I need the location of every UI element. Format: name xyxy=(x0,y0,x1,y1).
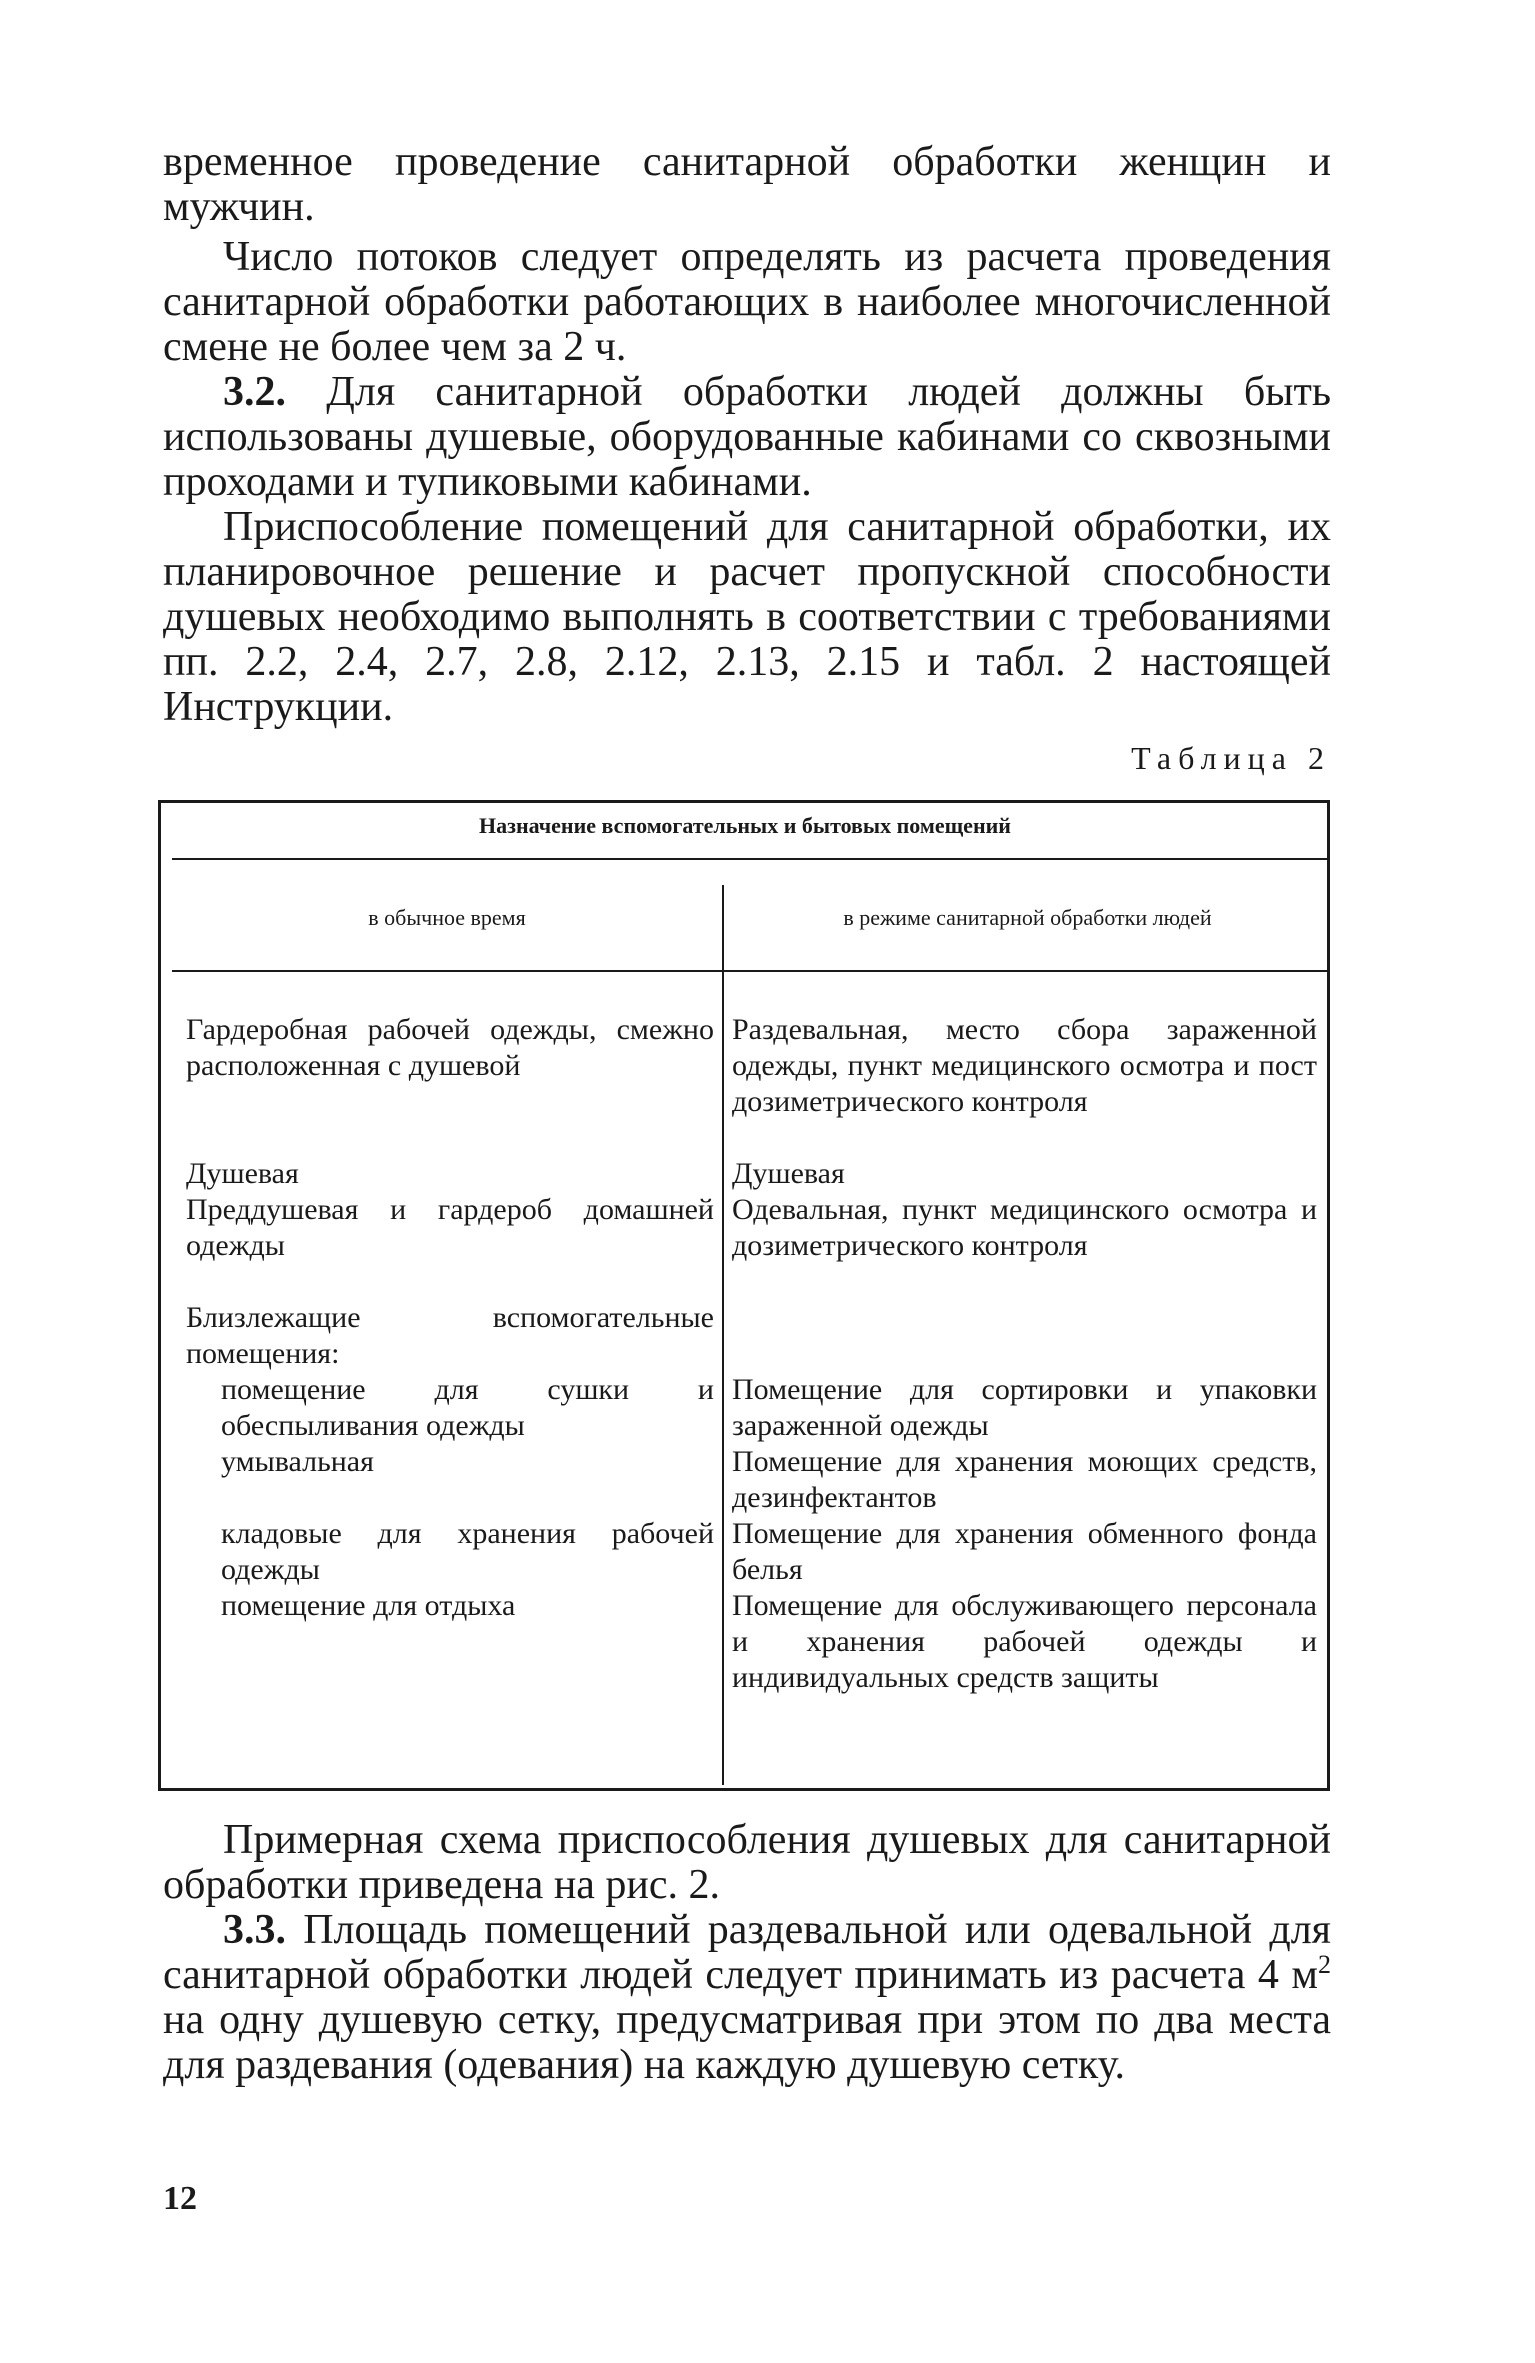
right-cell-detergents: Помещение для хранения моющих средств, дезинфектантов xyxy=(732,1445,1317,1514)
paragraph-text: Площадь помещений раздевальной или одевальной для санитарной обработки людей следует принимать из расчета 4 м xyxy=(163,1907,1331,1998)
right-cell-staff: Помещение для обслуживающего персонала и хранения рабочей одежды и индивидуальных средств защиты xyxy=(732,1589,1317,1694)
paragraph-3-2 xyxy=(163,370,1331,505)
header-divider xyxy=(172,858,1328,860)
paragraph-text: временное проведение санитарной обработки женщин и мужчин. xyxy=(163,139,1331,230)
right-cell-undressing: Раздевальная, место сбора зараженной одежды, пункт медицинского осмотра и пост дозиметрического контроля xyxy=(732,1013,1317,1118)
clause-number: 3.2. xyxy=(223,369,286,415)
paragraph-text: Примерная схема приспособления душевых для санитарной обработки приведена на рис. 2. xyxy=(163,1817,1331,1908)
paragraph-adaptation xyxy=(163,505,1331,730)
column-header-normal: в обычное время xyxy=(368,905,526,930)
clause-number: 3.3. xyxy=(223,1907,286,1953)
page-number: 12 xyxy=(163,2180,197,2217)
paragraph-3-3 xyxy=(163,1908,1331,2088)
column-separator xyxy=(722,885,724,1785)
left-cell-preshower: Преддушевая и гардероб домашней одежды xyxy=(186,1193,714,1262)
column-header-sanitation: в режиме санитарной обработки людей xyxy=(843,905,1212,930)
table-caption: Таблица 2 xyxy=(1131,740,1331,776)
superscript-exponent: 2 xyxy=(1318,1950,1331,1979)
paragraph-scheme xyxy=(163,1818,1331,1908)
paragraph-text: Число потоков следует определять из расчета проведения санитарной обработки работающих в наиболее многочисленной смене не более чем за 2 ч. xyxy=(163,234,1331,370)
paragraph-continuation xyxy=(163,140,1331,230)
paragraph-text: Приспособление помещений для санитарной обработки, их планировочное решение и расчет пропускной способности душевых необходимо выполнять в соответствии с требованиями пп. 2.2, 2.4, 2.7, 2.8, 2.12, 2.13, 2.15 и табл. 2 настоящей Инструкции. xyxy=(163,504,1331,730)
paragraph-text: Для санитарной обработки людей должны быть использованы душевые, оборудованные кабинами со сквозными проходами и тупиковыми кабинами. xyxy=(163,369,1331,505)
table-right-border xyxy=(1327,800,1330,1790)
column-header-divider xyxy=(172,970,1328,972)
right-cell-sorting: Помещение для сортировки и упаковки зараженной одежды xyxy=(732,1373,1317,1442)
right-cell-shower: Душевая xyxy=(732,1157,845,1190)
left-cell-rest: помещение для отдыха xyxy=(221,1589,516,1622)
paragraph-text-continued: на одну душевую сетку, предусматривая при этом по два места для раздевания (одевания) на каждую душевую сетку. xyxy=(163,1997,1331,2088)
left-cell-shower: Душевая xyxy=(186,1157,299,1190)
table-bottom-rule xyxy=(158,1788,1330,1791)
left-cell-nearby: Близлежащие вспомогательные помещения: xyxy=(186,1301,714,1370)
table-left-border xyxy=(158,800,161,1790)
left-cell-wardrobe: Гардеробная рабочей одежды, смежно расположенная с душевой xyxy=(186,1013,714,1082)
table-top-rule xyxy=(158,800,1330,803)
right-cell-linen: Помещение для хранения обменного фонда белья xyxy=(732,1517,1317,1586)
paragraph-streams xyxy=(163,235,1331,370)
left-cell-drying: помещение для сушки и обеспыливания одежды xyxy=(221,1373,714,1442)
table-header-main: Назначение вспомогательных и бытовых помещений xyxy=(479,813,1011,838)
right-cell-dressing: Одевальная, пункт медицинского осмотра и дозиметрического контроля xyxy=(732,1193,1317,1262)
left-cell-storage: кладовые для хранения рабочей одежды xyxy=(221,1517,714,1586)
left-cell-washroom: умывальная xyxy=(221,1445,374,1478)
